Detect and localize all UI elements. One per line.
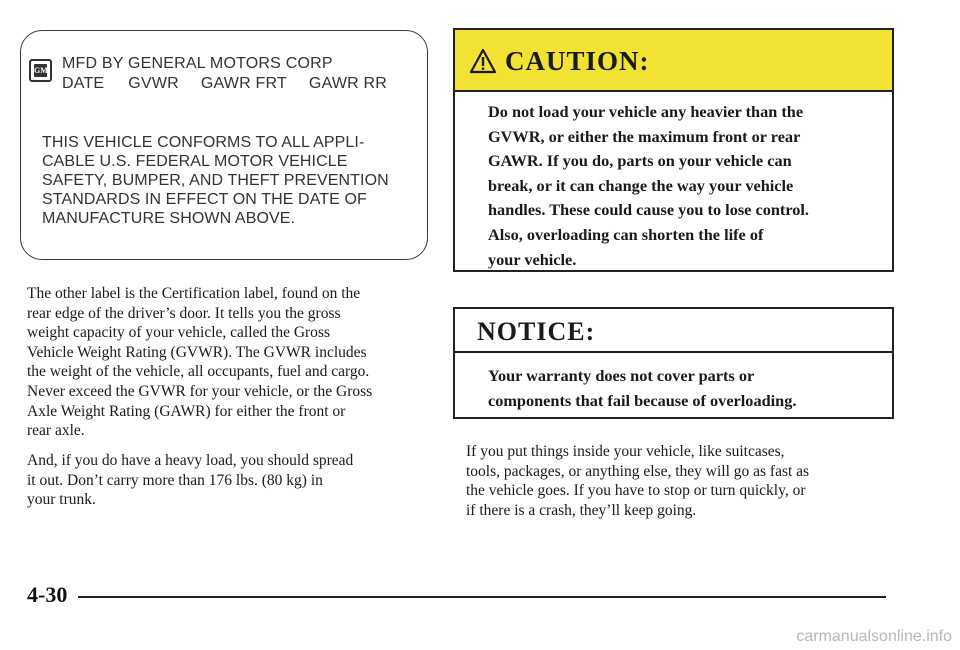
text-line: break, or it can change the way your vehicle: [488, 175, 794, 195]
label-conformance-text: [42, 133, 422, 228]
text-line: Vehicle Weight Rating (GVWR). The GVWR includes: [27, 343, 367, 361]
caution-header: [455, 30, 892, 92]
text-line: the weight of the vehicle, all occupants, fuel and cargo.: [27, 363, 370, 381]
label-field-gvwr: GVWR: [128, 75, 179, 92]
text-line: your trunk.: [27, 491, 96, 509]
notice-header: [455, 309, 892, 353]
notice-box: [453, 307, 894, 419]
gm-logo-text: GM: [34, 66, 48, 75]
conformance-line: STANDARDS IN EFFECT ON THE DATE OF: [42, 191, 367, 208]
text-line: Also, overloading can shorten the life of: [488, 224, 764, 244]
text-line: GVWR, or either the maximum front or rear: [488, 126, 801, 146]
text-line: Your warranty does not cover parts or: [488, 366, 755, 385]
text-line: If you put things inside your vehicle, like suitcases,: [466, 443, 785, 460]
conformance-line: SAFETY, BUMPER, AND THEFT PREVENTION: [42, 172, 389, 189]
caution-title: CAUTION:: [505, 46, 650, 76]
footer-divider: [78, 596, 886, 598]
text-line: handles. These could cause you to lose control.: [488, 200, 809, 220]
text-line: rear edge of the driver’s door. It tells you the gross: [27, 304, 341, 322]
notice-text: [488, 363, 796, 413]
text-line: the vehicle goes. If you have to stop or turn quickly, or: [466, 482, 806, 500]
label-fields-line: [62, 75, 387, 93]
text-line: Axle Weight Rating (GAWR) for either the front or: [27, 402, 346, 420]
label-manufacturer-line: MFD BY GENERAL MOTORS CORP: [62, 55, 333, 72]
text-line: weight capacity of your vehicle, called the Gross: [27, 324, 330, 342]
label-field-gawr-frt: GAWR FRT: [200, 75, 287, 92]
caution-box: [453, 28, 894, 272]
text-line: rear axle.: [27, 422, 85, 440]
text-line: The other label is the Certification label, found on the: [27, 285, 361, 302]
text-line: GAWR. If you do, parts on your vehicle can: [488, 151, 792, 171]
text-line: your vehicle.: [488, 249, 577, 269]
conformance-line: CABLE U.S. FEDERAL MOTOR VEHICLE: [42, 153, 348, 170]
text-line: it out. Don’t carry more than 176 lbs. (80 kg) in: [27, 471, 323, 489]
certification-label-paragraph: [27, 284, 372, 441]
text-line: if there is a crash, they’ll keep going.: [466, 501, 697, 519]
conformance-line: MANUFACTURE SHOWN ABOVE.: [42, 210, 296, 227]
warning-triangle-icon: [469, 48, 497, 74]
notice-title: NOTICE:: [477, 317, 596, 346]
label-field-gawr-rr: GAWR RR: [308, 75, 388, 92]
text-line: And, if you do have a heavy load, you should spread: [27, 452, 354, 469]
text-line: Do not load your vehicle any heavier than the: [488, 102, 804, 121]
heavy-load-paragraph: [27, 451, 353, 510]
page-number: 4-30: [27, 582, 68, 607]
watermark-text: carmanualsonline.info: [796, 628, 952, 645]
conformance-line: THIS VEHICLE CONFORMS TO ALL APPLI-: [42, 134, 365, 151]
text-line: components that fail because of overloading.: [488, 391, 797, 410]
label-field-date: DATE: [62, 75, 105, 92]
text-line: tools, packages, or anything else, they will go as fast as: [466, 462, 810, 480]
text-line: Never exceed the GVWR for your vehicle, or the Gross: [27, 382, 373, 400]
caution-text: [488, 100, 809, 272]
gm-logo-icon: [29, 59, 52, 82]
loose-cargo-paragraph: [466, 442, 809, 520]
